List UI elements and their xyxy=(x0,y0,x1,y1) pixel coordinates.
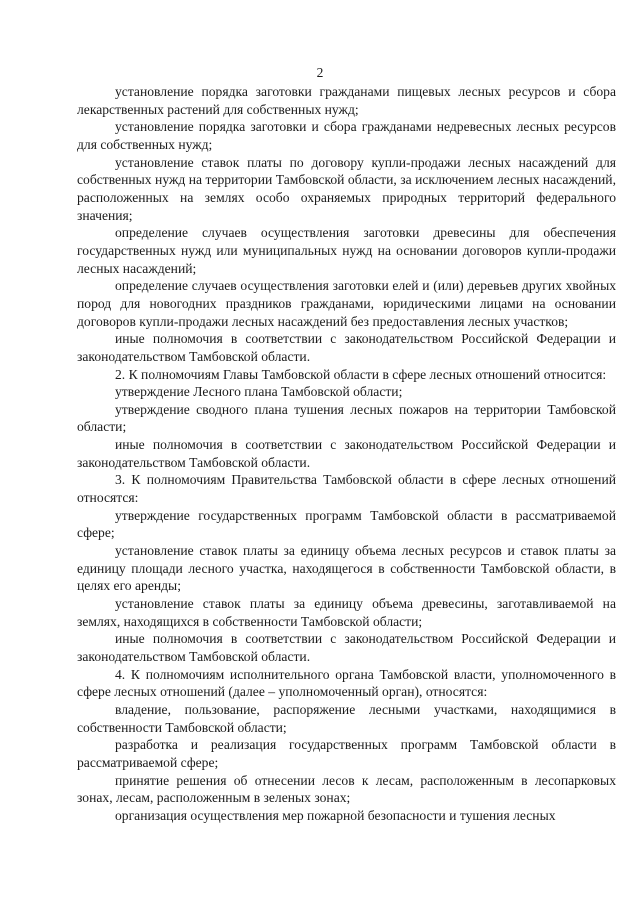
paragraph: определение случаев осуществления заготовки древесины для обеспечения государственных нужд или муниципальных нужд на основании договоров купли-продажи лесных насаждений; xyxy=(77,225,616,276)
paragraph: установление ставок платы по договору купли-продажи лесных насаждений для собственных нужд на территории Тамбовской области, за исключением лесных насаждений, расположенных на землях особо охраняемых природных территорий федерального значения; xyxy=(77,154,616,223)
paragraph: иные полномочия в соответствии с законодательством Российской Федерации и законодательством Тамбовской области. xyxy=(77,631,616,664)
paragraph: владение, пользование, распоряжение лесными участками, находящимися в собственности Тамбовской области; xyxy=(77,701,616,735)
paragraph: иные полномочия в соответствии с законодательством Российской Федерации и законодательством Тамбовской области. xyxy=(77,331,616,364)
paragraph: установление ставок платы за единицу объема древесины, заготавливаемой на землях, находящихся в собственности Тамбовской области; xyxy=(77,596,616,629)
paragraph: установление ставок платы за единицу объема лесных ресурсов и ставок платы за единицу площади лесного участка, находящегося в собственности Тамбовской области, в целях его аренды; xyxy=(77,543,616,594)
paragraph: принятие решения об отнесении лесов к лесам, расположенным в лесопарковых зонах, лесам, расположенным в зеленых зонах; xyxy=(77,772,616,806)
document-body xyxy=(77,83,616,825)
paragraph: иные полномочия в соответствии с законодательством Российской Федерации и законодательством Тамбовской области. xyxy=(77,437,616,470)
paragraph: утверждение государственных программ Тамбовской области в рассматриваемой сфере; xyxy=(77,507,616,541)
paragraph: установление порядка заготовки гражданами пищевых лесных ресурсов и сбора лекарственных растений для собственных нужд; xyxy=(77,84,616,117)
paragraph: утверждение сводного плана тушения лесных пожаров на территории Тамбовской области; xyxy=(77,401,616,435)
paragraph: установление порядка заготовки и сбора гражданами недревесных лесных ресурсов для собственных нужд; xyxy=(77,119,616,152)
paragraph: определение случаев осуществления заготовки елей и (или) деревьев других хвойных пород для новогодних праздников гражданами, юридическими лицами на основании договоров купли-продажи лесных насаждений без предоставления лесных участков; xyxy=(77,278,616,329)
section-heading-2: 2. К полномочиям Главы Тамбовской области в сфере лесных отношений относится: xyxy=(115,366,607,382)
section-heading-3: 3. К полномочиям Правительства Тамбовской области в сфере лесных отношений относятся: xyxy=(77,472,616,506)
section-heading-4: 4. К полномочиям исполнительного органа Тамбовской власти, уполномоченного в сфере лесных отношений (далее – уполномоченный орган), относятся: xyxy=(77,666,616,700)
paragraph: утверждение Лесного плана Тамбовской области; xyxy=(115,384,403,400)
paragraph: разработка и реализация государственных программ Тамбовской области в рассматриваемой сфере; xyxy=(77,737,616,770)
page-number: 2 xyxy=(316,65,324,80)
paragraph: организация осуществления мер пожарной безопасности и тушения лесных xyxy=(115,807,556,823)
